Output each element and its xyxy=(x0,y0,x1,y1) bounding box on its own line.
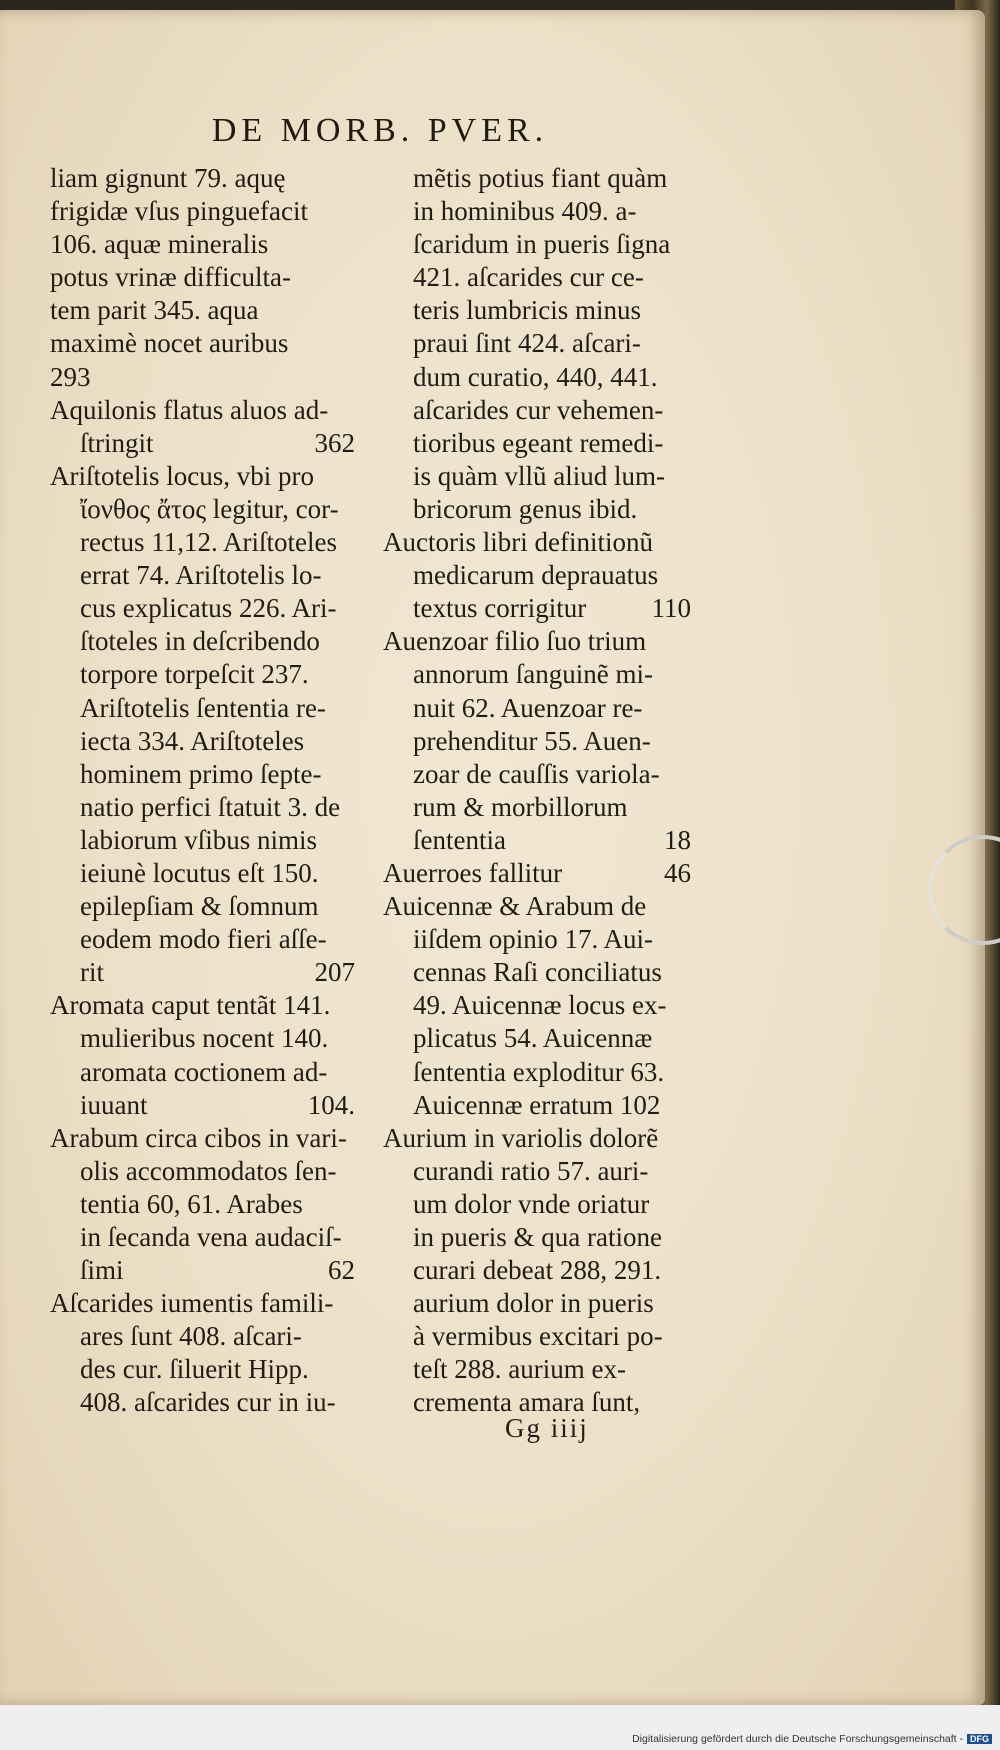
entry-line: iiſdem opinio 17. Aui- xyxy=(413,924,653,955)
entry-text: ſimi xyxy=(80,1255,124,1286)
entry-line: labiorum vſibus nimis xyxy=(80,824,318,855)
entry-text: ſententia xyxy=(413,824,506,855)
entry-line: 293 xyxy=(50,361,91,392)
entry-line: teris lumbricis minus xyxy=(413,295,641,326)
entry-line: dum curatio, 440, 441. xyxy=(413,361,658,392)
entry-line xyxy=(50,427,355,460)
page-reference: 104. xyxy=(307,1089,355,1120)
entry-line: mẽtis potius fiant quàm xyxy=(413,163,668,193)
entry-line: ſtoteles in deſcribendo xyxy=(80,626,320,657)
entry-line: potus vrinæ difficulta- xyxy=(50,262,291,293)
page-reference: 110 xyxy=(651,593,691,624)
entry-line: ἴονθος ἄτος legitur, cor- xyxy=(80,493,339,524)
entry-line: 421. aſcarides cur ce- xyxy=(413,262,644,293)
entry-line: rum & morbillorum xyxy=(413,791,628,822)
entry-line: cus explicatus 226. Ari- xyxy=(80,593,337,624)
entry-text: rit xyxy=(80,957,104,988)
index-entry xyxy=(383,526,691,625)
page-reference: 207 xyxy=(314,957,355,988)
funding-credit xyxy=(632,1733,992,1745)
entry-line: iecta 334. Ariſtoteles xyxy=(80,725,305,756)
entry-line: medicarum deprauatus xyxy=(413,560,659,591)
entry-line: Auenzoar filio ſuo trium xyxy=(383,626,647,657)
entry-line: tioribus egeant remedi- xyxy=(413,427,664,458)
right-column xyxy=(383,162,691,1420)
entry-line: Aromata caput tentãt 141. xyxy=(50,990,331,1021)
entry-line: Auicennæ & Arabum de xyxy=(383,891,647,922)
entry-line: Auicennæ erratum 102 xyxy=(413,1089,661,1120)
entry-line: cennas Raſi conciliatus xyxy=(413,957,662,988)
entry-line: ſententia exploditur 63. xyxy=(413,1056,665,1087)
entry-line: olis accommodatos ſen- xyxy=(80,1155,337,1186)
entry-line: hominem primo ſepte- xyxy=(80,758,322,789)
credit-text: Digitalisierung gefördert durch die Deutsche Forschungsgemeinschaft - xyxy=(632,1733,963,1745)
page-reference: 362 xyxy=(314,427,355,458)
entry-line: Ariſtotelis locus, vbi pro xyxy=(50,460,314,491)
index-entry xyxy=(50,162,355,394)
index-entry xyxy=(383,1122,691,1420)
entry-line: ſcaridum in pueris ſigna xyxy=(413,229,671,260)
index-entry xyxy=(383,890,691,1122)
entry-line xyxy=(383,857,691,890)
entry-line: zoar de cauſſis variola- xyxy=(413,758,660,789)
left-column xyxy=(50,162,355,1420)
entry-line: in pueris & qua ratione xyxy=(413,1222,662,1252)
entry-line: tem parit 345. aqua xyxy=(50,295,259,326)
index-entry xyxy=(50,394,355,990)
index-entry xyxy=(50,1287,355,1419)
entry-line xyxy=(50,956,355,989)
entry-line: Aſcarides iumentis famili- xyxy=(50,1288,334,1319)
entry-line: Ariſtotelis ſententia re- xyxy=(80,692,326,723)
index-entry xyxy=(383,625,691,857)
entry-line xyxy=(50,1254,355,1287)
entry-line: ares ſunt 408. aſcari- xyxy=(80,1321,302,1352)
entry-line xyxy=(383,824,691,857)
entry-line: tentia 60, 61. Arabes xyxy=(80,1188,303,1219)
page-reference: 18 xyxy=(664,824,691,855)
entry-line: des cur. ſiluerit Hipp. xyxy=(80,1354,309,1385)
entry-line: prehenditur 55. Auen- xyxy=(413,725,651,756)
entry-line: annorum ſanguinẽ mi- xyxy=(413,659,653,690)
entry-line: is quàm vllũ aliud lum- xyxy=(413,460,665,491)
entry-line: epilepſiam & ſomnum xyxy=(80,891,319,922)
entry-line: teſt 288. aurium ex- xyxy=(413,1354,626,1385)
entry-line: ieiunè locutus eſt 150. xyxy=(80,857,319,888)
entry-line: nuit 62. Auenzoar re- xyxy=(413,692,643,723)
entry-line: rectus 11,12. Ariſtoteles xyxy=(80,527,337,558)
signature-mark: Gg iiij xyxy=(505,1413,589,1443)
page-reference: 46 xyxy=(664,857,691,888)
entry-line xyxy=(383,592,691,625)
entry-line: curari debeat 288, 291. xyxy=(413,1255,662,1286)
entry-line: Aurium in variolis dolorẽ xyxy=(383,1122,659,1153)
running-title: DE MORB. PVER. xyxy=(211,112,549,149)
entry-line: mulieribus nocent 140. xyxy=(80,1023,329,1054)
entry-line: aſcarides cur vehemen- xyxy=(413,394,664,425)
entry-line: 408. aſcarides cur in iu- xyxy=(80,1387,336,1418)
entry-line: liam gignunt 79. aquę xyxy=(50,163,286,193)
entry-text: iuuant xyxy=(80,1089,148,1120)
entry-line: curandi ratio 57. auri- xyxy=(413,1155,649,1186)
entry-line: errat 74. Ariſtotelis lo- xyxy=(80,560,322,591)
entry-line: à vermibus excitari po- xyxy=(413,1321,663,1352)
entry-line xyxy=(50,1089,355,1122)
entry-line: maximè nocet auribus xyxy=(50,328,289,359)
entry-line: plicatus 54. Auicennæ xyxy=(413,1023,653,1054)
entry-line: bricorum genus ibid. xyxy=(413,493,638,524)
entry-line: Auctoris libri definitionũ xyxy=(383,527,653,558)
entry-line: Aquilonis flatus aluos ad- xyxy=(50,394,329,425)
entry-line: in ſecanda vena audaciſ- xyxy=(80,1222,342,1252)
entry-line: um dolor vnde oriatur xyxy=(413,1188,650,1219)
entry-line: aromata coctionem ad- xyxy=(80,1056,328,1087)
entry-line: aurium dolor in pueris xyxy=(413,1288,654,1319)
entry-line: eodem modo fieri aſſe- xyxy=(80,924,327,955)
entry-line: crementa amara ſunt, xyxy=(413,1387,641,1418)
entry-line: torpore torpeſcit 237. xyxy=(80,659,309,690)
entry-line: natio perfici ſtatuit 3. de xyxy=(80,791,341,822)
entry-line: in hominibus 409. a- xyxy=(413,196,637,227)
entry-line: praui ſint 424. aſcari- xyxy=(413,328,641,359)
entry-text: ſtringit xyxy=(80,427,154,458)
entry-line: 106. aquæ mineralis xyxy=(50,229,269,260)
index-entry xyxy=(50,1122,355,1287)
page-reference: 62 xyxy=(328,1255,355,1286)
entry-line: 49. Auicennæ locus ex- xyxy=(413,990,667,1021)
entry-text: Auerroes fallitur xyxy=(383,857,563,888)
entry-line: Arabum circa cibos in vari- xyxy=(50,1122,347,1153)
entry-line: frigidæ vſus pinguefacit xyxy=(50,196,308,227)
index-entry xyxy=(383,162,691,526)
index-entry xyxy=(383,857,691,890)
entry-text: textus corrigitur xyxy=(413,593,587,624)
index-entry xyxy=(50,989,355,1121)
dfg-logo: DFG xyxy=(967,1734,992,1744)
